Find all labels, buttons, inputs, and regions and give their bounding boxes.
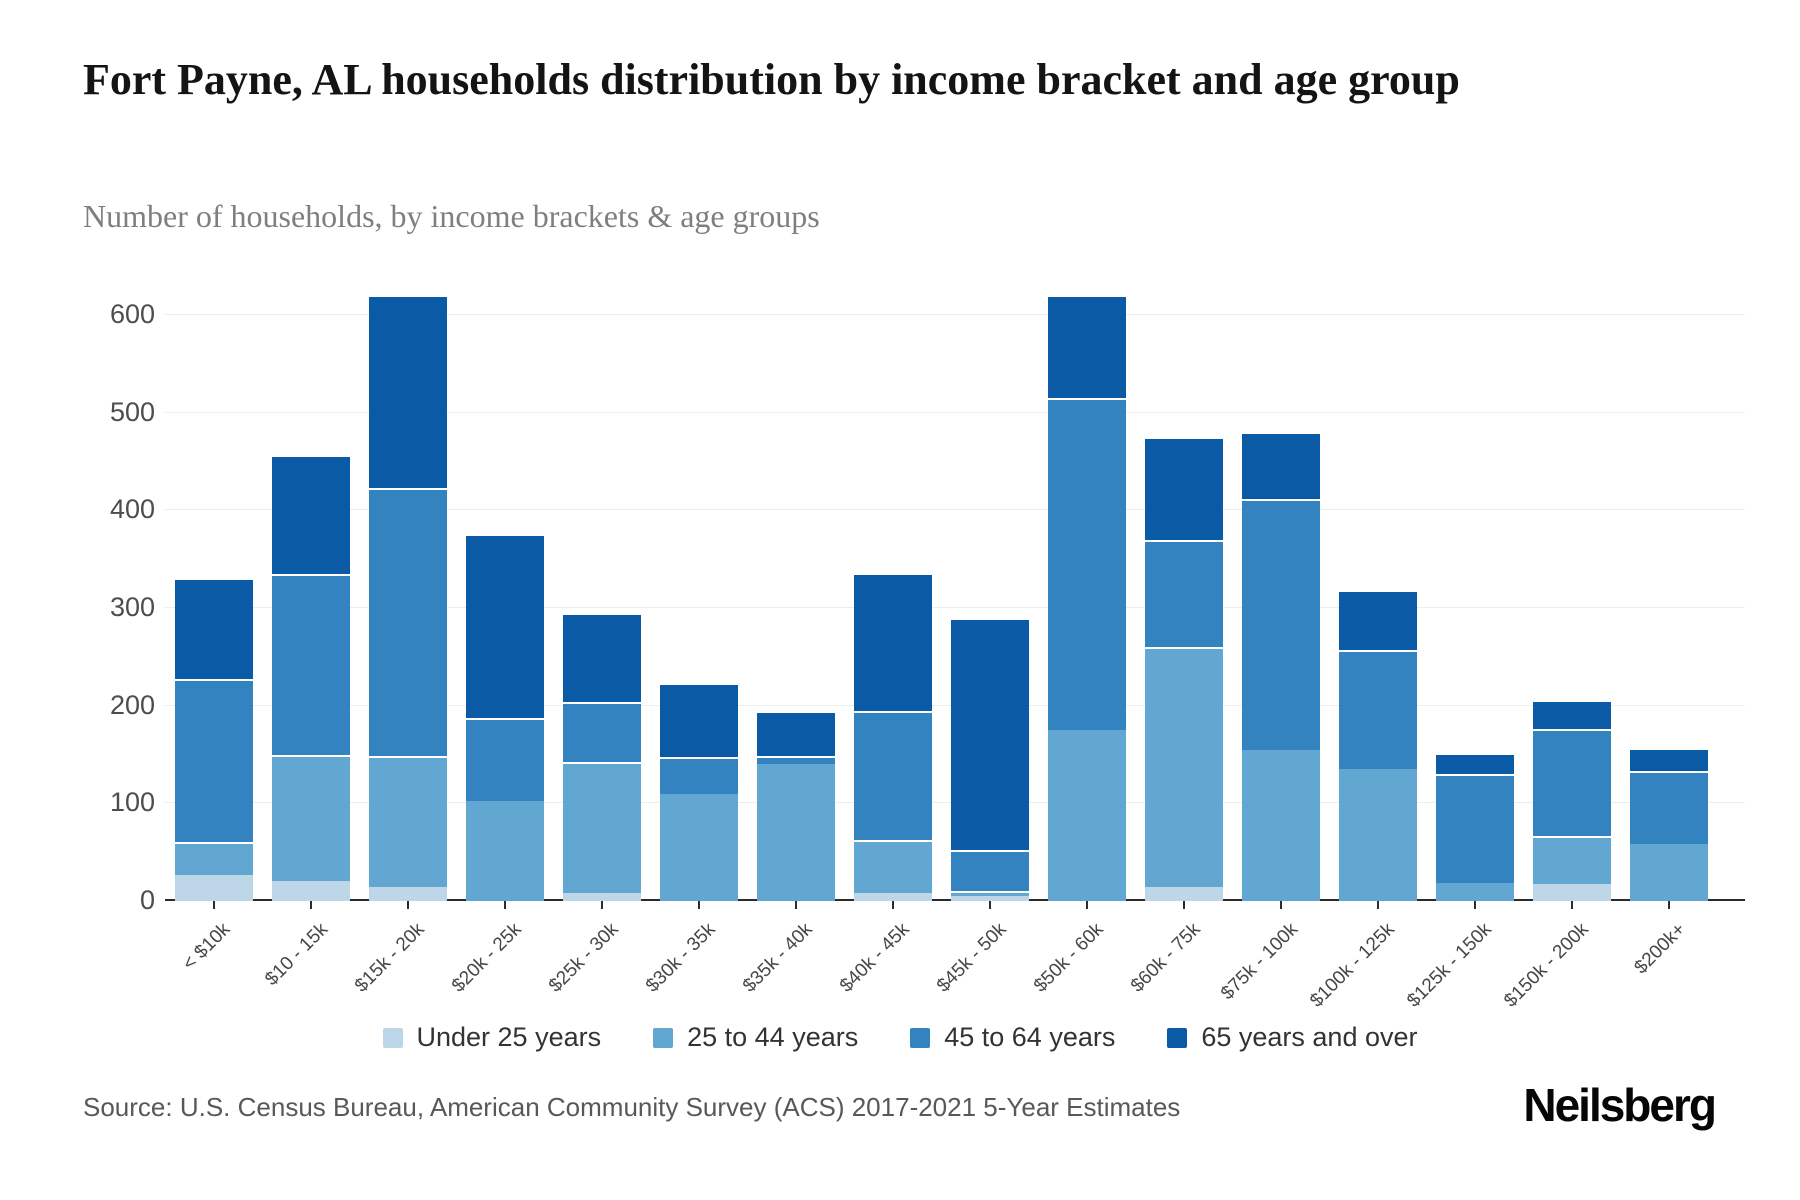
y-tick-label-0: 0 <box>139 885 155 915</box>
bar-segment <box>1339 769 1417 901</box>
bar-group-6 <box>660 255 738 901</box>
x-tick-label-text: $35k - 40k <box>739 919 817 997</box>
chart-subtitle: Number of households, by income brackets & age groups <box>83 198 820 234</box>
bar-segment <box>951 618 1029 850</box>
x-tick <box>601 901 603 909</box>
x-tick <box>1086 901 1088 909</box>
x-tick <box>892 901 894 909</box>
chart-title: Fort Payne, AL households distribution by income bracket and age group <box>83 55 1460 104</box>
x-tick-label-text: $25k - 30k <box>545 919 623 997</box>
legend-label: 65 years and over <box>1201 1022 1418 1052</box>
bar-group-12 <box>1242 255 1320 901</box>
legend-item <box>1167 1022 1417 1053</box>
x-tick <box>504 901 506 909</box>
legend-swatch <box>383 1028 403 1048</box>
bar-segment <box>369 488 447 757</box>
bar-segment <box>563 702 641 763</box>
bar-segment <box>1436 753 1514 774</box>
bar-group-15 <box>1533 255 1611 901</box>
x-tick-label-text: $50k - 60k <box>1030 919 1108 997</box>
bar-segment <box>1145 540 1223 647</box>
bar-segment <box>854 573 932 711</box>
bar-segment <box>1339 650 1417 769</box>
legend-swatch <box>653 1028 673 1048</box>
bar-group-3 <box>369 255 447 901</box>
y-axis-labels <box>60 255 155 915</box>
bar-segment <box>369 756 447 887</box>
source-note: Source: U.S. Census Bureau, American Community Survey (ACS) 2017-2021 5-Year Estimates <box>83 1092 1181 1122</box>
bar-group-14 <box>1436 255 1514 901</box>
y-tick-label-300: 300 <box>109 592 155 622</box>
bar-segment <box>1533 729 1611 835</box>
x-tick <box>407 901 409 909</box>
y-tick-label-500: 500 <box>109 396 155 427</box>
bar-segment <box>757 711 835 757</box>
bar-segment <box>1630 748 1708 771</box>
bar-segment <box>466 801 544 901</box>
x-tick-label-text: < $10k <box>179 919 235 975</box>
bar-segment <box>757 764 835 901</box>
bar-segment <box>1436 883 1514 901</box>
legend-label: 25 to 44 years <box>687 1022 859 1052</box>
x-tick-label-text: $60k - 75k <box>1127 919 1205 997</box>
bar-segment <box>466 534 544 719</box>
x-tick <box>1668 901 1670 909</box>
bar-group-10 <box>1048 255 1126 901</box>
bar-segment <box>1533 836 1611 885</box>
bar-segment <box>272 455 350 574</box>
legend-item <box>910 1022 1115 1053</box>
x-tick-label-text: $45k - 50k <box>933 919 1011 997</box>
y-tick-label-100: 100 <box>109 787 155 818</box>
y-tick-label-600: 600 <box>109 298 155 329</box>
x-tick <box>698 901 700 909</box>
bar-segment <box>1533 884 1611 901</box>
x-tick <box>310 901 312 909</box>
bar-segment <box>1630 844 1708 901</box>
x-tick-label-text: $200k+ <box>1630 919 1690 979</box>
x-tick-label-text: $40k - 45k <box>836 919 914 997</box>
bar-segment <box>466 718 544 801</box>
bar-group-5 <box>563 255 641 901</box>
bar-group-7 <box>757 255 835 901</box>
bar-segment <box>757 756 835 764</box>
bar-group-4 <box>466 255 544 901</box>
bar-segment <box>660 757 738 793</box>
bar-segment <box>369 295 447 487</box>
bar-segment <box>1048 730 1126 901</box>
bar-segment <box>951 891 1029 896</box>
plot-area <box>165 255 1745 1012</box>
bar-segment <box>563 613 641 702</box>
bar-segment <box>1436 774 1514 883</box>
bar-segment <box>1048 295 1126 398</box>
bar-segment <box>854 711 932 841</box>
legend-label: Under 25 years <box>416 1022 602 1052</box>
bar-segment <box>1145 647 1223 887</box>
bar-segment <box>175 679 253 842</box>
bar-segment <box>272 755 350 882</box>
bar-segment <box>1242 499 1320 750</box>
legend-swatch <box>910 1028 930 1048</box>
x-tick <box>1377 901 1379 909</box>
bar-group-1 <box>175 255 253 901</box>
bar-segment <box>175 578 253 680</box>
bar-group-16 <box>1630 255 1708 901</box>
bar-segment <box>1533 700 1611 729</box>
bar-segment <box>1242 432 1320 498</box>
bar-segment <box>660 683 738 757</box>
bar-group-11 <box>1145 255 1223 901</box>
legend-swatch <box>1167 1028 1187 1048</box>
bar-segment <box>175 875 253 901</box>
legend <box>0 1022 1800 1053</box>
bar-group-8 <box>854 255 932 901</box>
legend-label: 45 to 64 years <box>944 1022 1116 1052</box>
bar-group-13 <box>1339 255 1417 901</box>
x-tick-label-text: $100k - 125k <box>1306 919 1399 1012</box>
x-tick <box>989 901 991 909</box>
x-tick <box>1280 901 1282 909</box>
x-tick-label-text: $150k - 200k <box>1500 919 1593 1012</box>
bar-group-9 <box>951 255 1029 901</box>
bar-segment <box>1339 590 1417 650</box>
bar-segment <box>272 881 350 901</box>
bar-segment <box>563 893 641 901</box>
x-tick <box>1571 901 1573 909</box>
bar-segment <box>854 893 932 901</box>
x-tick <box>1183 901 1185 909</box>
x-tick-label-text: $75k - 100k <box>1216 919 1302 1005</box>
x-tick-label-text: $15k - 20k <box>351 919 429 997</box>
bar-segment <box>369 887 447 901</box>
x-tick-label-text: $30k - 35k <box>642 919 720 997</box>
legend-item <box>653 1022 858 1053</box>
bar-segment <box>1145 887 1223 901</box>
bar-segment <box>854 840 932 893</box>
bar-segment <box>272 574 350 755</box>
bar-segment <box>1145 437 1223 540</box>
legend-item <box>383 1022 602 1053</box>
x-tick-label-text: $125k - 150k <box>1403 919 1496 1012</box>
x-tick-label-text: $20k - 25k <box>448 919 526 997</box>
bar-segment <box>563 762 641 893</box>
bar-segment <box>951 850 1029 891</box>
bar-segment <box>1242 750 1320 901</box>
x-tick <box>1474 901 1476 909</box>
bar-segment <box>1048 398 1126 730</box>
x-tick <box>795 901 797 909</box>
x-tick-label-text: $10 - 15k <box>260 919 332 990</box>
bar-segment <box>175 842 253 874</box>
y-tick-label-200: 200 <box>109 689 155 720</box>
bar-segment <box>660 794 738 901</box>
bar-group-2 <box>272 255 350 901</box>
y-tick-label-400: 400 <box>109 494 155 525</box>
brand-logo: Neilsberg <box>1523 1079 1715 1131</box>
bar-segment <box>1630 771 1708 844</box>
x-tick <box>213 901 215 909</box>
